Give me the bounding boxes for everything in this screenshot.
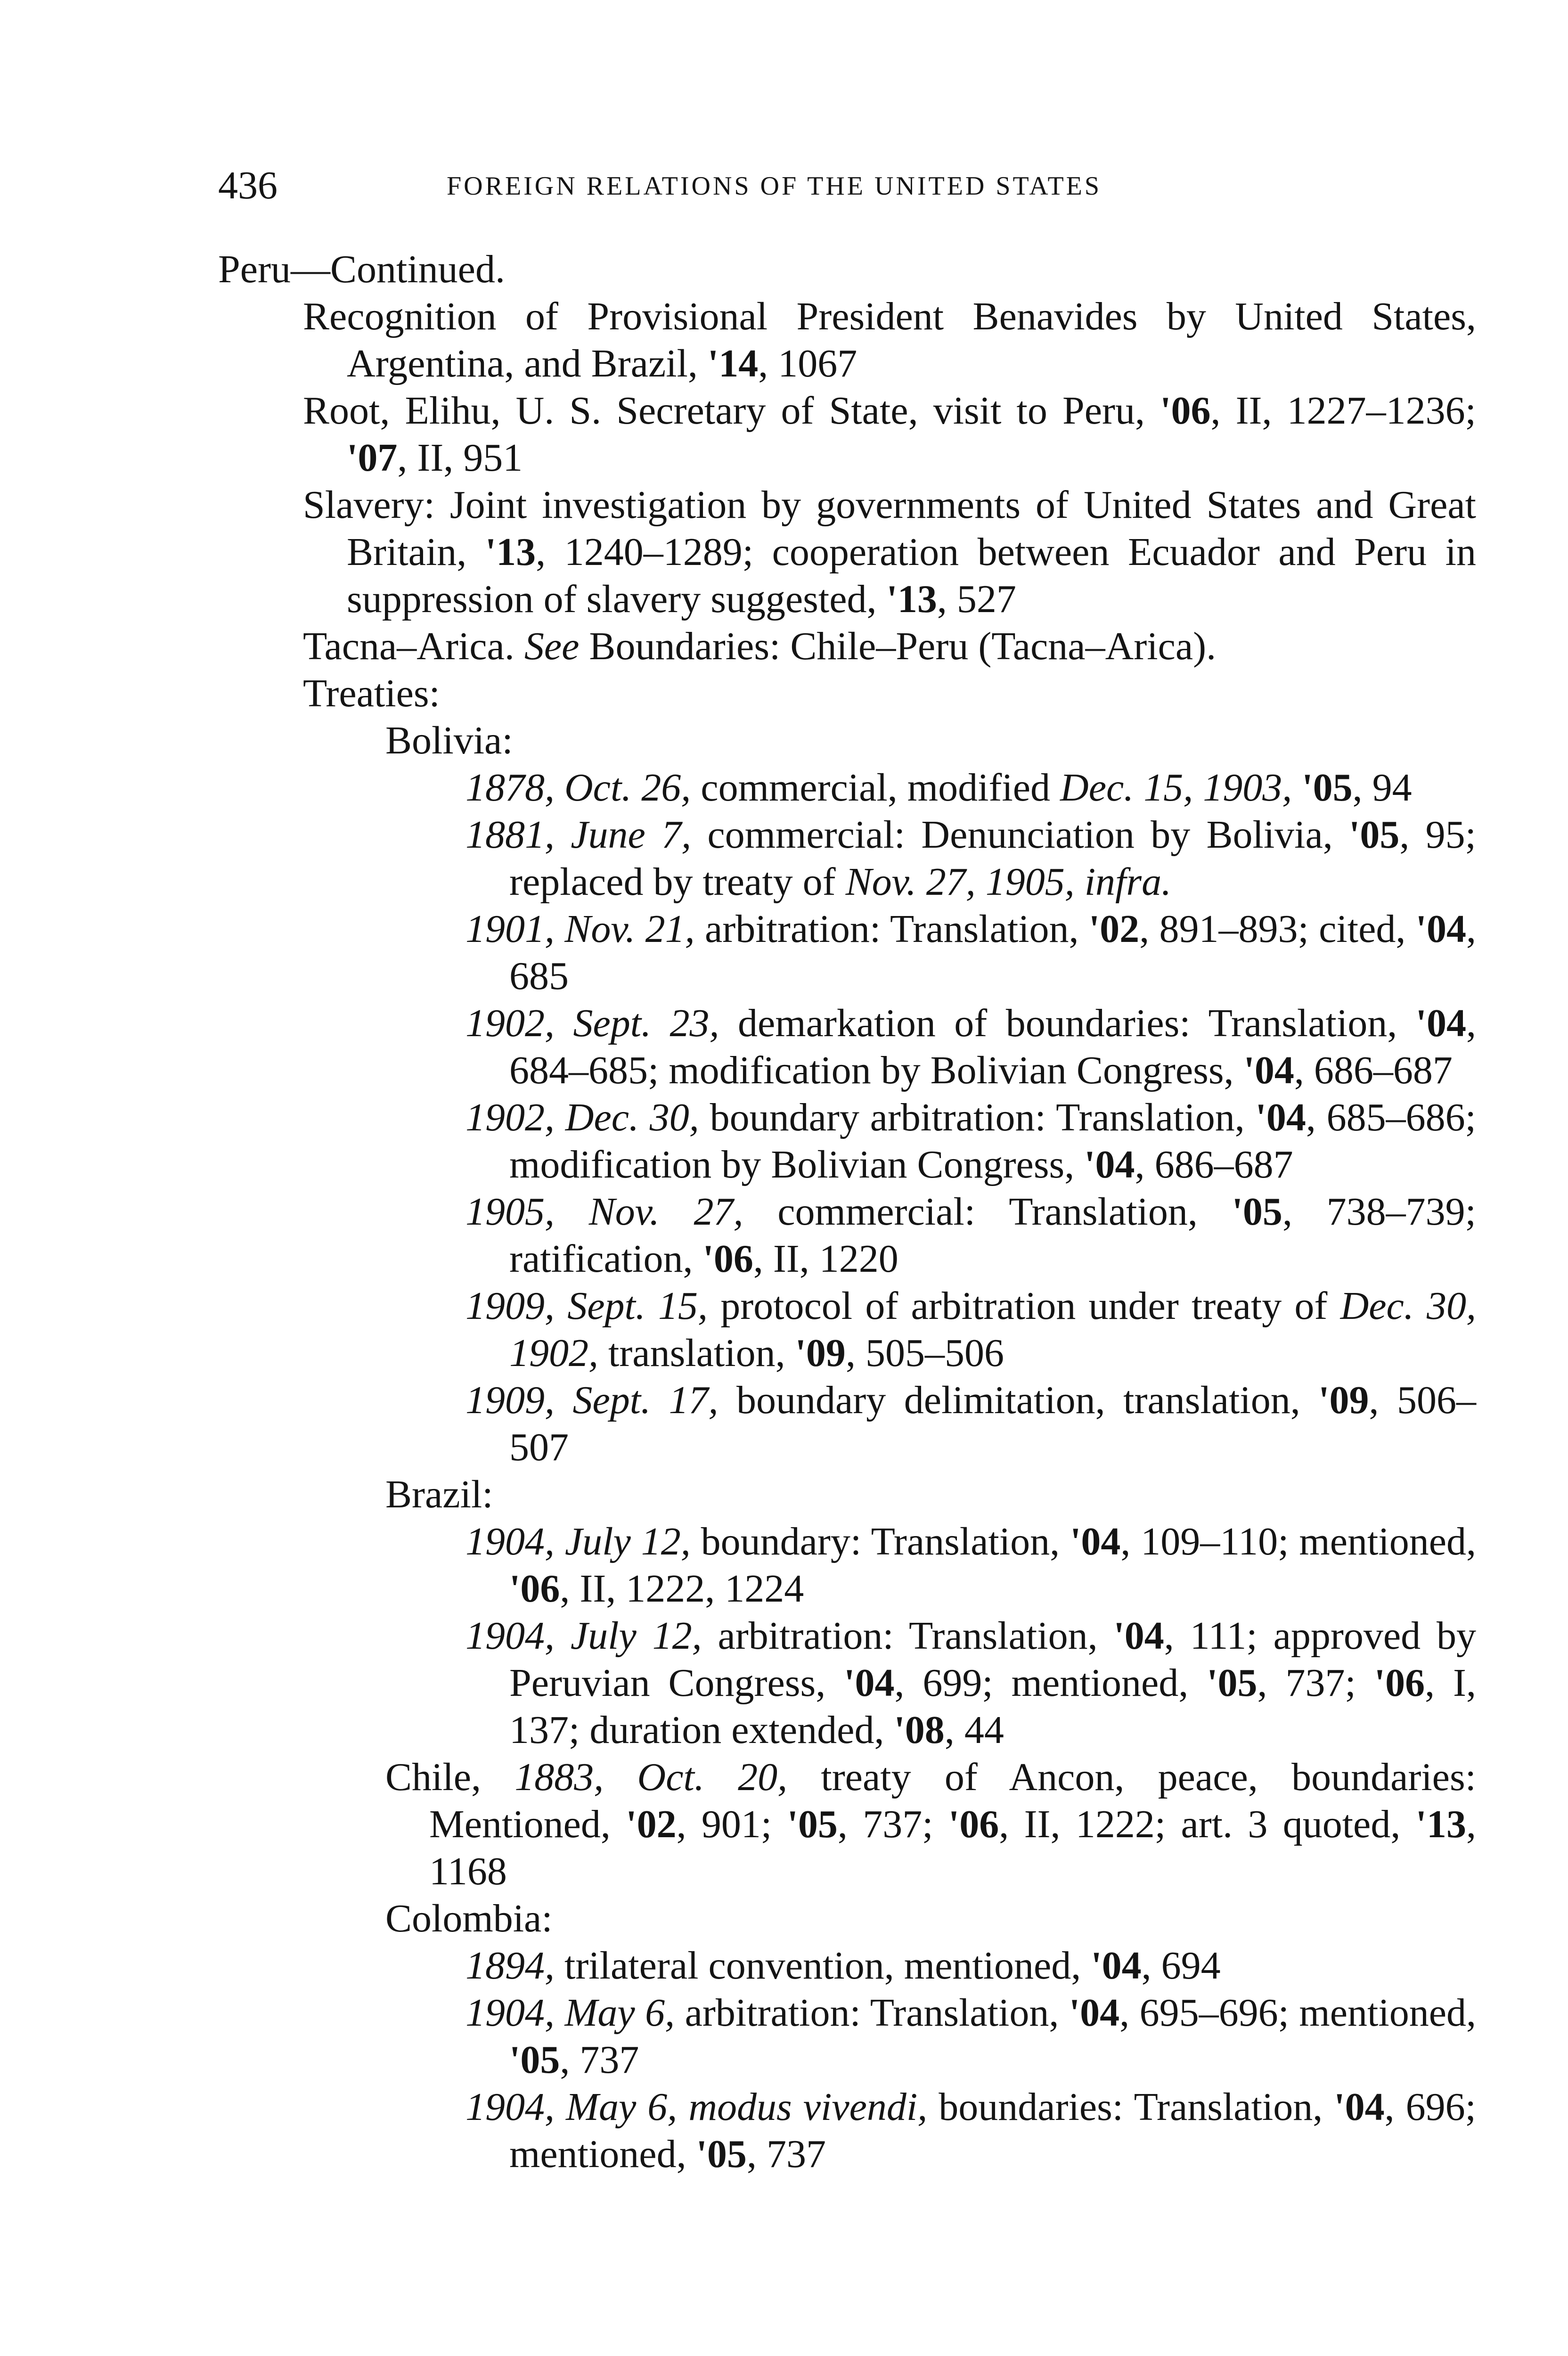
entry-text: , II, 1227–1236; <box>1210 389 1476 433</box>
entry-text: , 737 <box>746 2132 826 2176</box>
entry-text: protocol of arbitration under treaty of <box>708 1284 1340 1328</box>
entry-text: commercial: Translation, <box>743 1190 1232 1234</box>
entry-text: '14 <box>707 342 759 385</box>
entry-text: '06 <box>509 1567 560 1611</box>
entry-text: , 695–696; mentioned, <box>1119 1991 1476 2035</box>
entry-text: , 901; <box>676 1802 787 1846</box>
entry-text: 1905, Nov. 27, <box>466 1190 743 1234</box>
index-entry <box>466 1518 1476 1612</box>
entry-text: boundary: Translation, <box>690 1520 1070 1563</box>
index-entry <box>466 906 1476 1000</box>
entry-text: Chile, <box>385 1755 515 1799</box>
running-head: FOREIGN RELATIONS OF THE UNITED STATES <box>447 172 1102 201</box>
entry-text: '05 <box>1232 1190 1282 1234</box>
entry-text: 1904, May 6, <box>466 1991 675 2035</box>
entry-text: '04 <box>1113 1614 1164 1658</box>
entry-text: , II, 951 <box>397 436 523 480</box>
entry-text: 1904, July 12, <box>466 1520 691 1563</box>
entry-text: 1881, June 7, <box>466 813 692 857</box>
entry-text: 1904, May 6, modus vivendi, <box>466 2085 928 2129</box>
entry-text: , 685–686; modification by Bolivian Congress, <box>509 1096 1476 1186</box>
entry-text: arbitration: Translation, <box>694 907 1089 951</box>
index-entry <box>303 387 1476 482</box>
entry-text: '04 <box>1069 1991 1120 2035</box>
entry-text: , 1067 <box>758 342 858 385</box>
entry-text: '07 <box>347 436 398 480</box>
entry-text: Peru—Continued. <box>218 247 505 291</box>
entry-text: , 737; <box>837 1802 948 1846</box>
entry-text: '04 <box>1255 1096 1306 1139</box>
index-entry <box>466 1094 1476 1188</box>
entry-text: '05 <box>696 2132 747 2176</box>
index-entry <box>385 1754 1476 1895</box>
entry-text: Brazil: <box>385 1472 493 1516</box>
index-entry <box>303 623 1476 670</box>
entry-text: '04 <box>1084 1143 1135 1186</box>
entry-text: Bolivia: <box>385 719 513 762</box>
entry-text: commercial: Denunciation by Bolivia, <box>691 813 1349 857</box>
entry-text: , 737 <box>560 2038 639 2082</box>
entry-text: '06 <box>702 1237 753 1281</box>
entry-text: boundary arbitration: Translation, <box>699 1096 1256 1139</box>
index-entry <box>466 1283 1476 1377</box>
entry-text: , 686–687 <box>1294 1048 1453 1092</box>
entry-text: '09 <box>1318 1378 1369 1422</box>
entry-text: arbitration: Translation, <box>675 1991 1069 2035</box>
entry-text: '05 <box>1349 813 1400 857</box>
index-entry <box>466 1188 1476 1283</box>
entry-text: '06 <box>1374 1661 1425 1705</box>
entry-text: 1902, Dec. 30, <box>466 1096 699 1139</box>
entry-text <box>1292 766 1302 810</box>
index-entry <box>466 1000 1476 1094</box>
entry-text: '04 <box>1070 1520 1121 1563</box>
entry-text: , 505–506 <box>845 1331 1004 1375</box>
entry-text: , 527 <box>937 577 1016 621</box>
entry-text: 1904, July 12, <box>466 1614 702 1658</box>
index-entry <box>303 293 1476 387</box>
entry-text: Treaties: <box>303 671 440 715</box>
index-entry <box>218 246 1476 293</box>
entry-text: Nov. 27, 1905, infra. <box>845 860 1172 904</box>
entry-text: treaty of Ancon, peace, boundaries: Mentioned, <box>429 1755 1476 1846</box>
entry-text: , 685 <box>509 907 1476 998</box>
entry-text: , 1240–1289; cooperation between Ecuador and Peru in suppression of slavery suggested, <box>347 530 1476 621</box>
entry-text: , 694 <box>1141 1944 1221 1988</box>
entry-text: , II, 1222, 1224 <box>560 1567 804 1611</box>
entry-text: '09 <box>795 1331 846 1375</box>
entry-text: 1901, Nov. 21, <box>466 907 695 951</box>
entry-text: Recognition of Provisional President Benavides by United States, Argentina, and Brazil, <box>303 294 1476 385</box>
entry-text: '13 <box>886 577 937 621</box>
entry-text: 1902, Sept. 23, <box>466 1001 719 1045</box>
index-entry <box>466 1612 1476 1754</box>
entry-text: '05 <box>1207 1661 1258 1705</box>
entry-text: , 696; mentioned, <box>509 2085 1476 2176</box>
index-entry <box>385 1895 1476 1942</box>
index-entry <box>466 2084 1476 2178</box>
entry-text: '04 <box>1334 2085 1385 2129</box>
entry-text: '02 <box>1088 907 1140 951</box>
entry-text: demarkation of boundaries: Translation, <box>719 1001 1416 1045</box>
entry-text: '06 <box>948 1802 999 1846</box>
entry-text: See <box>524 624 580 668</box>
entry-text: '04 <box>1415 907 1466 951</box>
entry-text: , 699; mentioned, <box>894 1661 1207 1705</box>
entry-text: trilateral convention, mentioned, <box>555 1944 1091 1988</box>
entry-text: '05 <box>509 2038 560 2082</box>
entry-text: 1909, Sept. 17, <box>466 1378 719 1422</box>
entry-text: arbitration: Translation, <box>702 1614 1114 1658</box>
index-entry <box>466 764 1476 811</box>
index-entry <box>385 717 1476 764</box>
index-entry <box>466 1942 1476 1989</box>
entry-text: , 44 <box>944 1708 1004 1752</box>
entry-text: boundary delimitation, translation, <box>718 1378 1319 1422</box>
index-entry <box>466 811 1476 906</box>
entry-text: '05 <box>787 1802 838 1846</box>
entry-text: , 738–739; ratification, <box>509 1190 1476 1281</box>
entry-text: '13 <box>1415 1802 1467 1846</box>
entry-text: Root, Elihu, U. S. Secretary of State, visit to Peru, <box>303 389 1160 433</box>
entry-text: 1894, <box>466 1944 555 1988</box>
entry-text: , 94 <box>1352 766 1412 810</box>
entry-text: , I, 137; duration extended, <box>509 1661 1476 1752</box>
index-entry <box>303 482 1476 623</box>
entry-text: 1878, Oct. 26, <box>466 766 691 810</box>
page-number: 436 <box>218 164 278 207</box>
page-header <box>218 163 1349 214</box>
entry-text: '08 <box>894 1708 945 1752</box>
entry-text: Dec. 15, 1903, <box>1060 766 1292 810</box>
entry-text: '13 <box>485 530 536 574</box>
entry-text: , II, 1222; art. 3 quoted, <box>999 1802 1416 1846</box>
index-entry <box>466 1989 1476 2084</box>
entry-text: , 891–893; cited, <box>1139 907 1416 951</box>
entry-text: '04 <box>1243 1048 1294 1092</box>
entry-text: '04 <box>1091 1944 1142 1988</box>
entry-text: Slavery: Joint investigation by governments of United States and Great Britain, <box>303 483 1476 574</box>
entry-text: commercial, modified <box>691 766 1061 810</box>
entry-text: '02 <box>626 1802 677 1846</box>
entry-text: Boundaries: Chile–Peru (Tacna–Arica). <box>579 624 1217 668</box>
index-entry <box>303 670 1476 717</box>
entry-text: , 684–685; modification by Bolivian Congress, <box>509 1001 1476 1092</box>
index-entries <box>218 246 1476 2178</box>
entry-text: , II, 1220 <box>753 1237 898 1281</box>
entry-text: , 1168 <box>429 1802 1477 1893</box>
entry-text: Tacna–Arica. <box>303 624 524 668</box>
entry-text: '04 <box>844 1661 895 1705</box>
entry-text: 1883, Oct. 20, <box>514 1755 788 1799</box>
entry-text: , 95; replaced by treaty of <box>509 813 1476 904</box>
entry-text: '04 <box>1415 1001 1466 1045</box>
entry-text: '05 <box>1302 766 1353 810</box>
entry-text: , 686–687 <box>1135 1143 1293 1186</box>
index-entry <box>385 1471 1476 1518</box>
entry-text: , 111; approved by Peruvian Congress, <box>509 1614 1476 1705</box>
entry-text: translation, <box>598 1331 795 1375</box>
entry-text: , 506–507 <box>509 1378 1476 1469</box>
index-entry <box>466 1377 1476 1471</box>
entry-text: Colombia: <box>385 1897 553 1940</box>
entry-text: Dec. 30, 1902, <box>509 1284 1476 1375</box>
entry-text: 1909, Sept. 15, <box>466 1284 708 1328</box>
entry-text: boundaries: Translation, <box>927 2085 1334 2129</box>
entry-text: , 737; <box>1257 1661 1374 1705</box>
entry-text: '06 <box>1160 389 1211 433</box>
entry-text: , 109–110; mentioned, <box>1120 1520 1476 1563</box>
